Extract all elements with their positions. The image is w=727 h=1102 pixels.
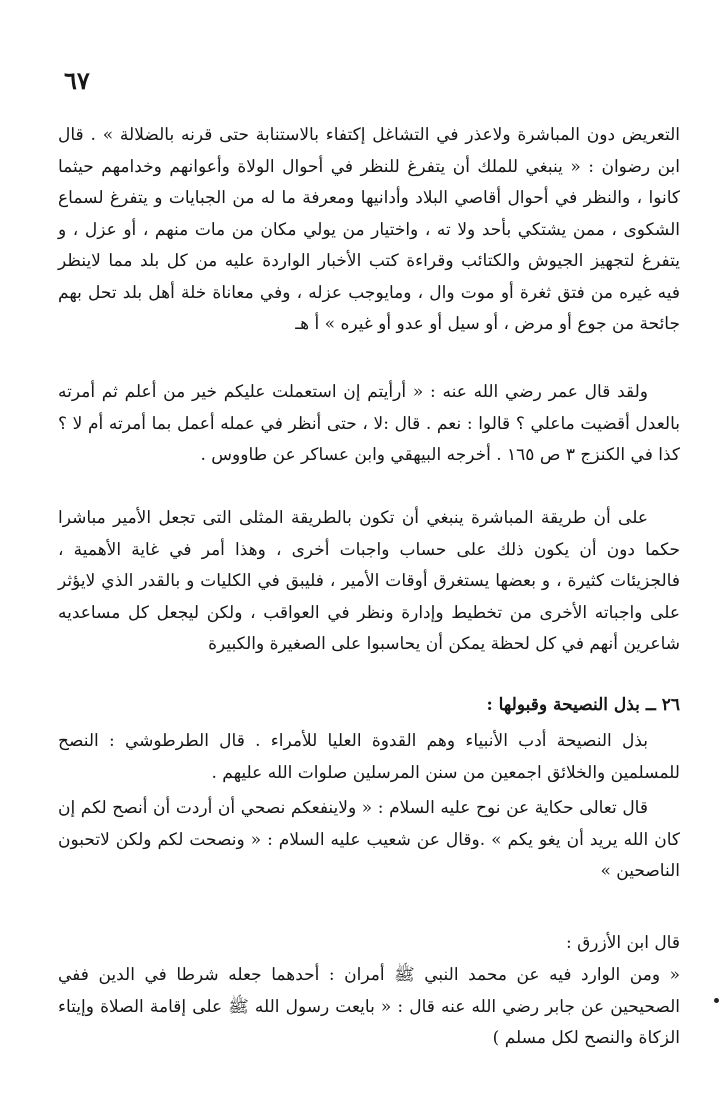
section-title: بذل النصيحة وقبولها :: [486, 695, 640, 715]
paragraph-quran-verses: قال تعالى حكاية عن نوح عليه السلام : « ولاينفعكم نصحي أن أردت أن أنصح لكم إن كان الله يريد أن يغو يكم » .وقال عن شعيب عليه السلام : « ونصحت لكم ولكن لاتحبون الناصحين »: [58, 798, 680, 881]
scan-mark: [714, 998, 719, 1003]
paragraph-ibn-radwan-quote: التعريض دون المباشرة ولاعذر في التشاغل إكتفاء بالاستنابة حتى قرنه بالضلالة » . قال ابن رضوان : « ينبغي للملك أن يتفرغ للنظر في أحوال الولاة وأعوانهم وخدامهم حيثما كانوا ، والنظر في أحوال أقاصي البلاد وأدانيها ومعرفة ما له من الجبايات و يتفرغ لسماع الشكوى ، ممن يشتكي بأحد ولا ته ، واختيار من يولي مكان من مات منهم ، أو عزل ، و يتفرغ لتجهيز الجيوش والكتائب وقراءة كتب الأخبار الواردة عليه من كل بلد مما لاينظر فيه غيره من فتق ثغرة أو موت وال ، ومايوجب عزله ، وفي معاناة خلة أهل بلد تحل بهم جائحة من جوع أو مرض ، أو سيل أو عدو أو غيره » أ هـ: [58, 125, 680, 334]
paragraph-advice-prophets: بذل النصيحة أدب الأنبياء وهم القدوة العليا للأمراء . قال الطرطوشي : النصح للمسلمين والخلائق اجمعين من سنن المرسلين صلوات الله عليهم .: [58, 731, 680, 783]
paragraph-umar-narration: ولقد قال عمر رضي الله عنه : « أرأيتم إن استعملت عليكم خير من أعلم ثم أمرته بالعدل أقضيت ماعلي ؟ قالوا : نعم . قال :لا ، حتى أنظر في عمله أعمل بما أمرته أم لا ؟ كذا في الكنزج ٣ ص ١٦٥ . أخرجه البيهقي وابن عساكر عن طاووس .: [58, 382, 680, 465]
paragraph-ibn-al-azraq-intro: قال ابن الأزرق :: [565, 933, 680, 953]
section-number: ٢٦ ــ: [645, 695, 680, 715]
paragraph-hadith-jabir: « ومن الوارد فيه عن محمد النبي ﷺ أمران : أحدهما جعله شرطا في الدين ففي الصحيحين عن جابر رضي الله عنه قال : « بايعت رسول الله ﷺ على إقامة الصلاة وإيتاء الزكاة والنصح لكل مسلم ): [58, 965, 680, 1048]
book-page: [58, 62, 680, 1082]
paragraph-direct-supervision: على أن طريقة المباشرة ينبغي أن تكون بالطريقة المثلى التى تجعل الأمير مباشرا حكما دون أن يكون ذلك على حساب واجبات أخرى ، وهذا أمر في غاية الأهمية ، فالجزيئات كثيرة ، و بعضها يستغرق أوقات الأمير ، فليبق في الكليات و بالقدر الذي لايؤثر على واجباته الأخرى من تخطيط وإدارة ونظر في العواقب ، ولكن ليجعل كل مساعديه شاعرين أنهم في كل لحظة يمكن أن يحاسبوا على الصغيرة والكبيرة: [58, 508, 680, 654]
page-number: ٦٧: [64, 66, 90, 95]
section-heading: [58, 690, 680, 722]
